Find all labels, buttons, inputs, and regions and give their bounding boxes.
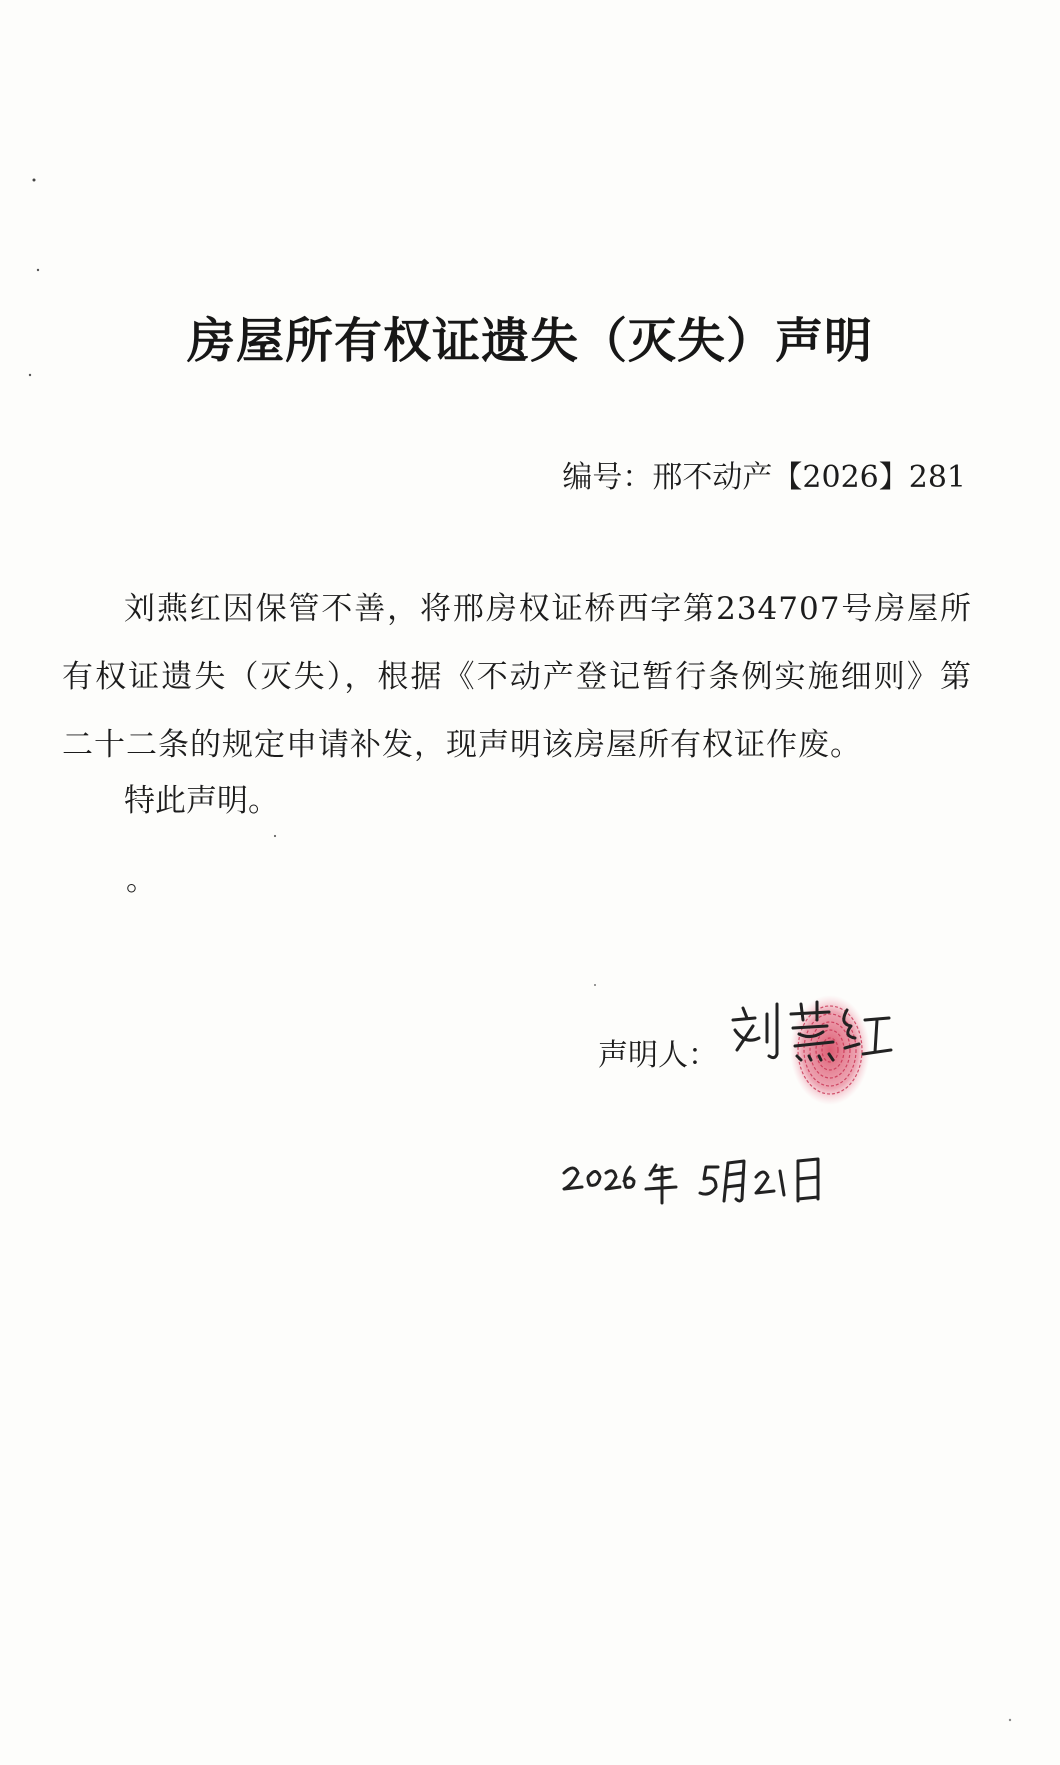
statement-paragraph: 刘燕红因保管不善，将邢房权证桥西字第234707号房屋所有权证遗失（灭失），根据《不动产登记暂行条例实施细则》第二十二条的规定申请补发，现声明该房屋所有权证作废。 bbox=[62, 591, 972, 763]
stray-mark: 。 bbox=[126, 863, 156, 898]
handwritten-date bbox=[560, 1145, 860, 1215]
document-number bbox=[562, 452, 966, 496]
declarant-label: 声明人： bbox=[598, 1038, 718, 1073]
document-number-value: 邢不动产【2026】281 bbox=[652, 460, 966, 495]
document-number-label: 编号： bbox=[562, 460, 653, 495]
handwritten-signature bbox=[725, 990, 895, 1080]
statement-body bbox=[62, 575, 972, 779]
page-title: 房屋所有权证遗失（灭失）声明 bbox=[186, 313, 873, 369]
closing-line: 特此声明。 bbox=[124, 783, 279, 819]
